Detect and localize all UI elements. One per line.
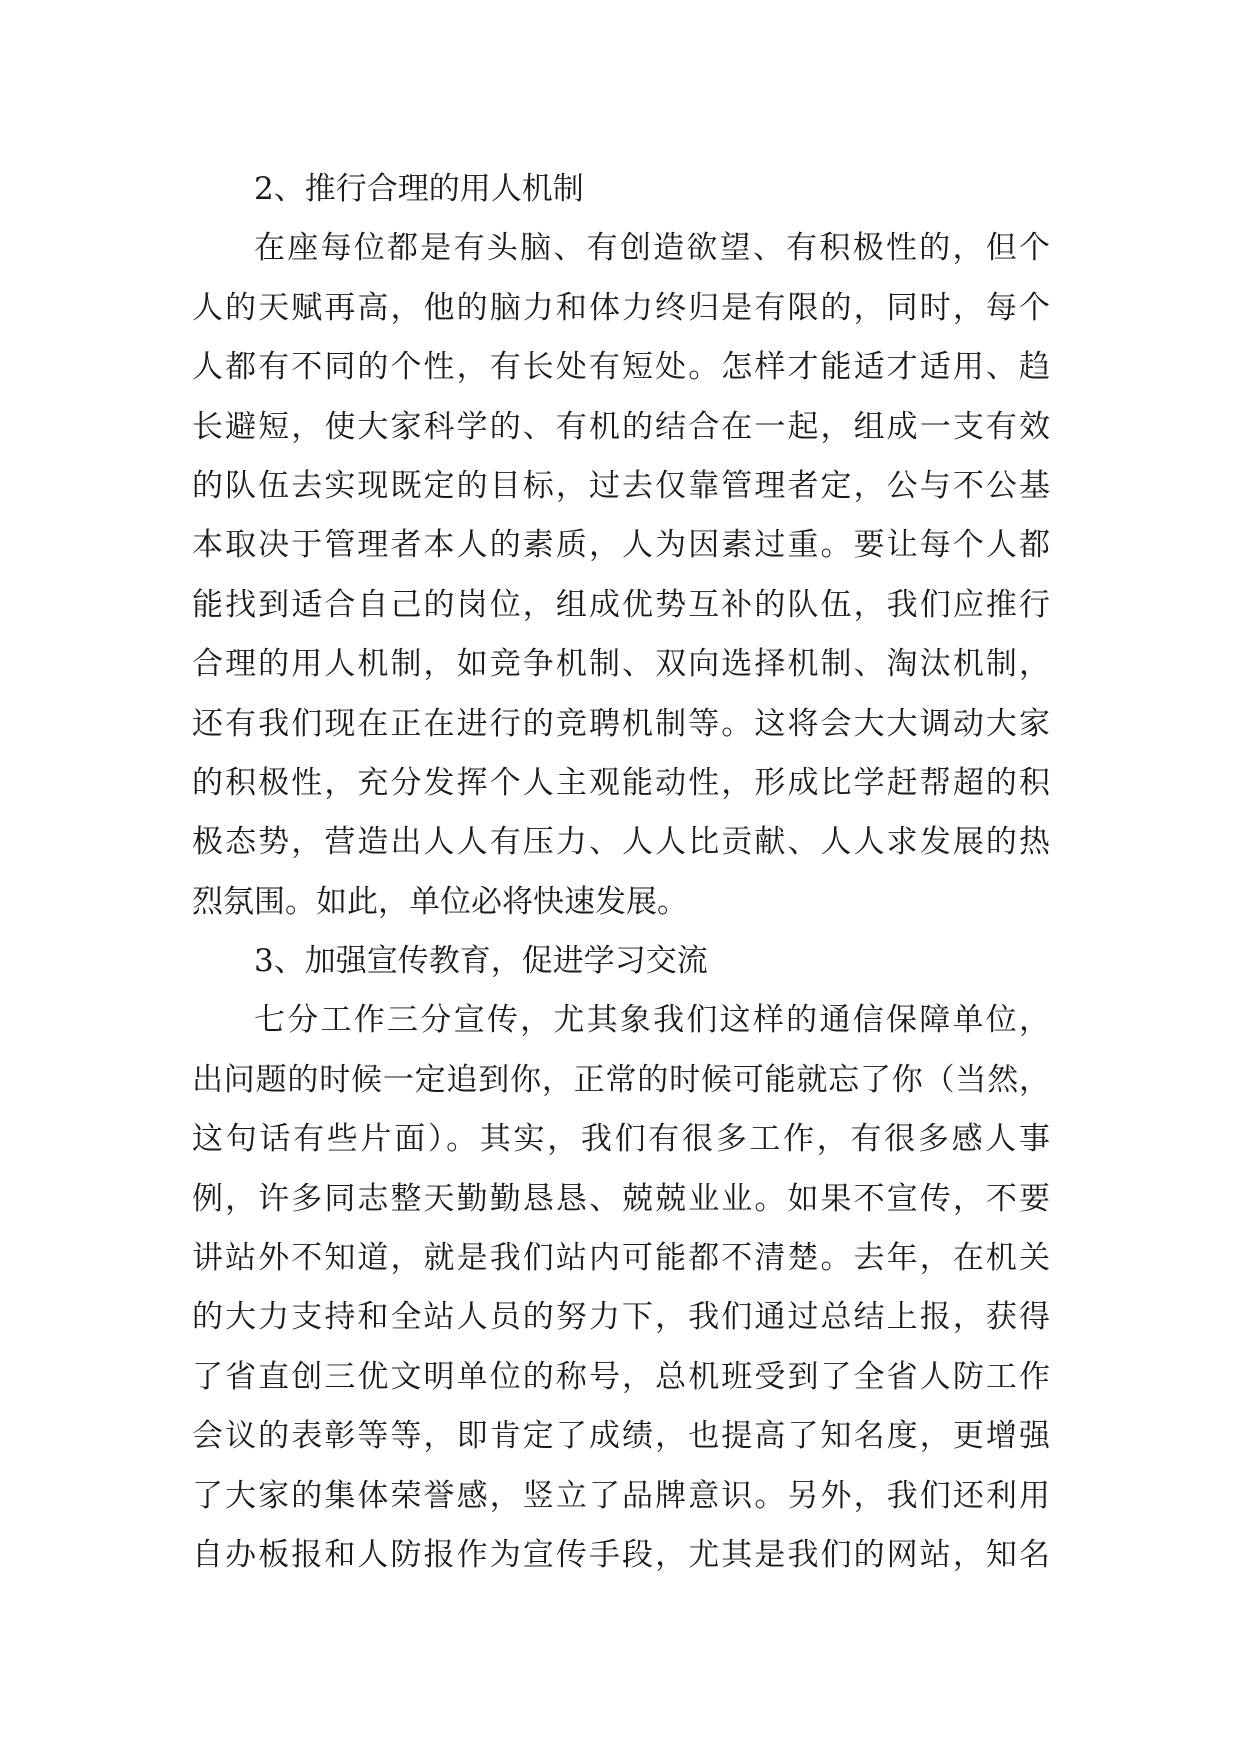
paragraph-line: 会议的表彰等等，即肯定了成绩，也提高了知名度，更增强 — [192, 1418, 1050, 1455]
paragraph-line: 的队伍去实现既定的目标，过去仅靠管理者定，公与不公基 — [192, 467, 1050, 504]
section-heading: 2、推行合理的用人机制 — [254, 171, 584, 207]
paragraph-line: 自办板报和人防报作为宣传手段，尤其是我们的网站，知名 — [192, 1536, 1050, 1573]
paragraph-line: 长避短，使大家科学的、有机的结合在一起，组成一支有效 — [192, 408, 1050, 445]
paragraph-line: 出问题的时候一定追到你，正常的时候可能就忘了你（当然， — [192, 1061, 1050, 1098]
paragraph-line: 极态势，营造出人人有压力、人人比贡献、人人求发展的热 — [192, 824, 1050, 861]
paragraph-line: 烈氛围。如此，单位必将快速发展。 — [192, 883, 688, 920]
paragraph-line: 合理的用人机制，如竞争机制、双向选择机制、淘汰机制， — [192, 646, 1050, 683]
paragraph-line: 例，许多同志整天勤勤恳恳、兢兢业业。如果不宣传，不要 — [192, 1180, 1050, 1217]
paragraph-line: 了大家的集体荣誉感，竖立了品牌意识。另外，我们还利用 — [192, 1477, 1050, 1514]
paragraph-line: 讲站外不知道，就是我们站内可能都不清楚。去年，在机关 — [192, 1240, 1050, 1277]
paragraph-line: 的大力支持和全站人员的努力下，我们通过总结上报，获得 — [192, 1299, 1050, 1336]
paragraph-line: 本取决于管理者本人的素质，人为因素过重。要让每个人都 — [192, 527, 1050, 564]
paragraph-line: 还有我们现在正在进行的竞聘机制等。这将会大大调动大家 — [192, 705, 1050, 742]
paragraph-line: 人都有不同的个性，有长处有短处。怎样才能适才适用、趋 — [192, 349, 1050, 386]
paragraph-line: 人的天赋再高，他的脑力和体力终归是有限的，同时，每个 — [192, 289, 1050, 326]
section-heading: 3、加强宣传教育，促进学习交流 — [254, 943, 708, 980]
document-page — [192, 160, 1050, 1585]
paragraph-line: 了省直创三优文明单位的称号，总机班受到了全省人防工作 — [192, 1358, 1050, 1395]
paragraph-line: 在座每位都是有头脑、有创造欲望、有积极性的，但个 — [254, 230, 1050, 267]
paragraph-line: 的积极性，充分发挥个人主观能动性，形成比学赶帮超的积 — [192, 764, 1050, 801]
paragraph-line: 七分工作三分宣传，尤其象我们这样的通信保障单位， — [254, 1002, 1050, 1039]
paragraph-line: 能找到适合自己的岗位，组成优势互补的队伍，我们应推行 — [192, 586, 1050, 623]
paragraph-line: 这句话有些片面）。其实，我们有很多工作，有很多感人事 — [192, 1121, 1050, 1158]
